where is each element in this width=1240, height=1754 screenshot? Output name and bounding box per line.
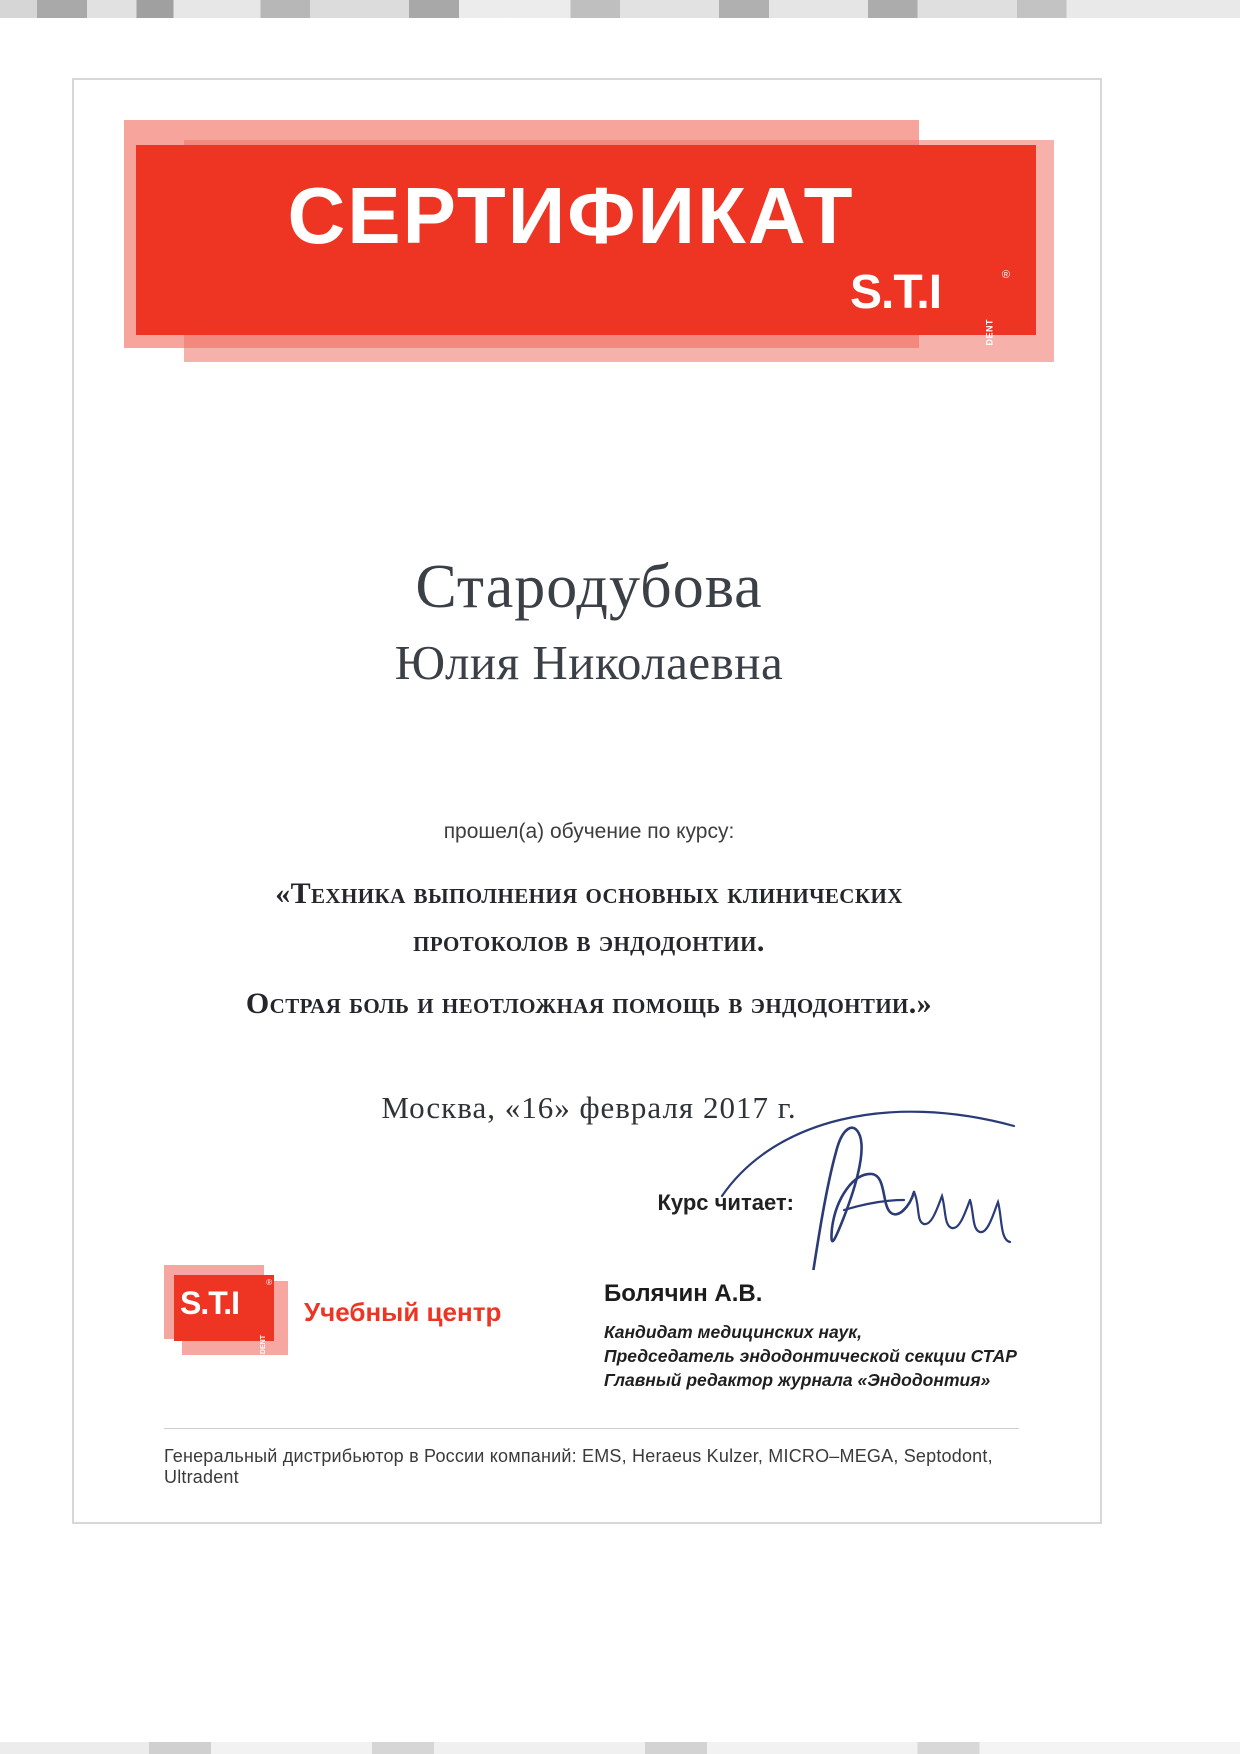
registered-mark-icon: ® — [1001, 269, 1010, 281]
banner-main-block — [136, 145, 1036, 346]
lecturer-title-line-2: Председатель эндодонтической секции СТАР — [604, 1346, 1017, 1366]
sti-logo-text: S.T.I — [850, 266, 942, 319]
certificate-frame — [72, 78, 1102, 1524]
sti-logo-header — [850, 266, 1010, 346]
course-title — [134, 870, 1044, 966]
lecturer-title-line-3: Главный редактор журнала «Эндодонтия» — [604, 1370, 991, 1390]
lecturer-name: Болячин А.В. — [604, 1280, 763, 1307]
certificate-banner — [124, 120, 1054, 362]
sti-logo-footer-text: S.T.I — [180, 1285, 240, 1321]
scan-artifact-bottom — [0, 1742, 1240, 1754]
recipient-surname: Стародубова — [415, 553, 763, 621]
training-center-logo — [164, 1265, 502, 1360]
place-and-date: Москва, «16» февраля 2017 г. — [381, 1090, 797, 1125]
sti-logo-sub: DENT — [984, 319, 994, 346]
recipient-given-name: Юлия Николаевна — [394, 635, 784, 690]
course-title-line-2: протоколов в эндодонтии. — [413, 925, 765, 958]
sti-logo-footer-sub: DENT — [260, 1335, 267, 1355]
lecturer-title-line-1: Кандидат медицинских наук, — [604, 1322, 862, 1342]
course-subtitle: Острая боль и неотложная помощь в эндодонтии.» — [245, 987, 933, 1020]
completion-line: прошел(а) обучение по курсу: — [443, 820, 735, 843]
certificate-title: СЕРТИФИКАТ — [287, 171, 855, 260]
registered-mark-footer-icon: ® — [266, 1278, 272, 1287]
lecturer-label: Курс читает: — [657, 1190, 794, 1215]
lecturer-titles — [604, 1320, 1034, 1392]
training-center-caption: Учебный центр — [304, 1297, 502, 1327]
distributor-note: Генеральный дистрибьютор в России компаний: EMS, Heraeus Kulzer, MICRO–MEGA, Septodont, Ultradent — [164, 1446, 993, 1487]
recipient-block — [74, 550, 1104, 696]
footer-divider — [164, 1428, 1019, 1429]
sti-logo-footer — [174, 1275, 274, 1355]
scan-artifact-top — [0, 0, 1240, 18]
course-title-line-1: «Техника выполнения основных клинических — [275, 877, 903, 910]
